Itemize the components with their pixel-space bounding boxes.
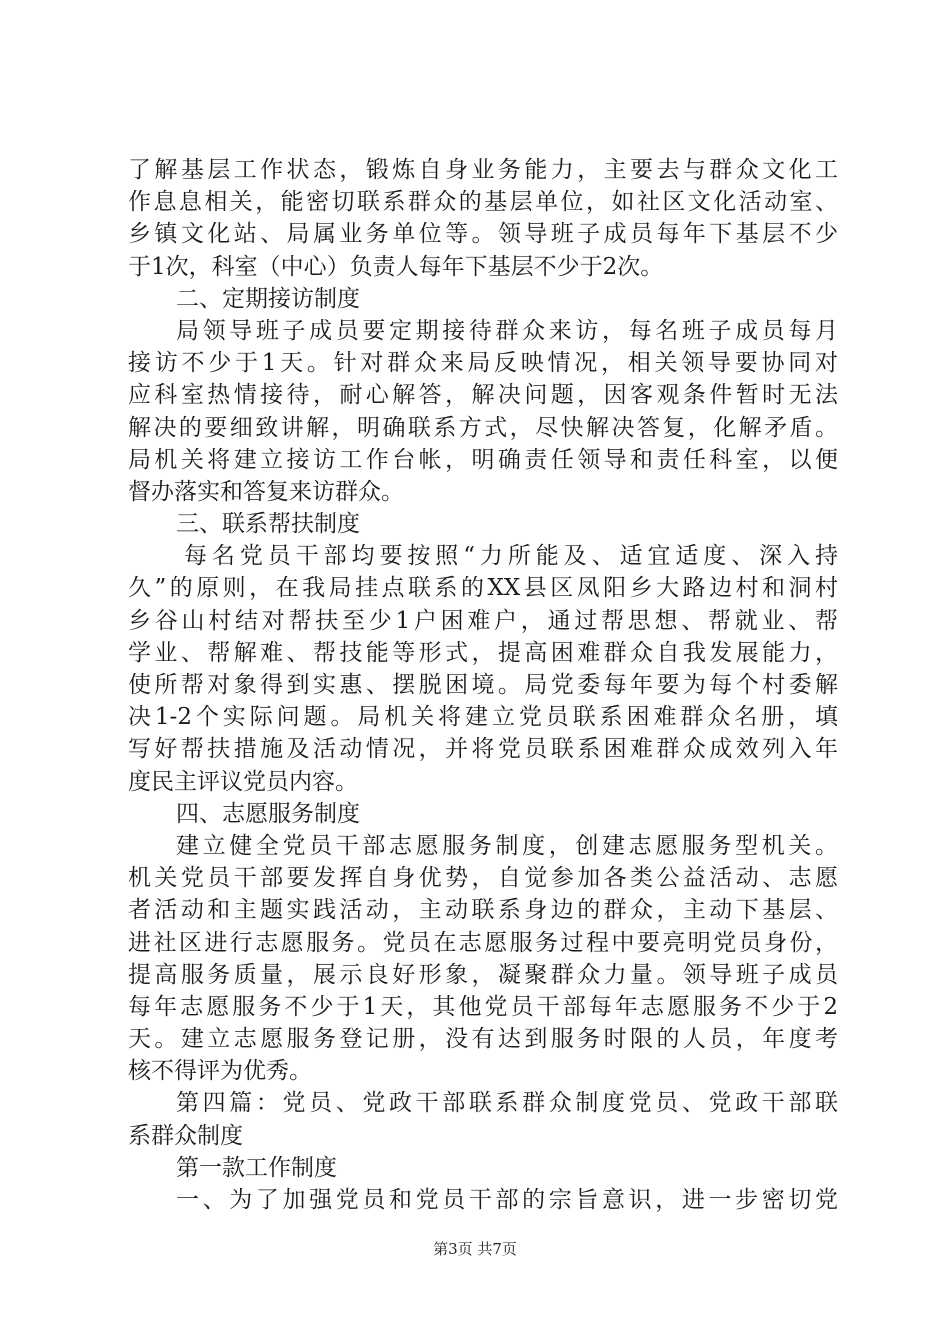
text-line: 天。建立志愿服务登记册，没有达到服务时限的人员，年度考 bbox=[128, 1026, 838, 1053]
text-line: 第一款工作制度 bbox=[176, 1154, 337, 1181]
text-line: 应科室热情接待，耐心解答，解决问题，因客观条件暂时无法 bbox=[128, 382, 838, 409]
text-line: 了解基层工作状态，锻炼自身业务能力，主要去与群众文化工 bbox=[128, 157, 838, 183]
text-line: 接访不少于1天。针对群众来局反映情况，相关领导要协同对 bbox=[128, 350, 838, 377]
text-line: 决1-2个实际问题。局机关将建立党员联系困难群众名册，填 bbox=[128, 704, 838, 731]
page-number: 第3页 共7页 bbox=[433, 1240, 517, 1258]
text-line: 提高服务质量，展示良好形象，凝聚群众力量。领导班子成员 bbox=[128, 961, 838, 988]
text-line: 二、定期接访制度 bbox=[176, 285, 360, 312]
text-line: 学业、帮解难、帮技能等形式，提高困难群众自我发展能力， bbox=[128, 639, 838, 666]
text-line: 局机关将建立接访工作台帐，明确责任领导和责任科室，以便 bbox=[128, 446, 838, 473]
page-footer bbox=[0, 1238, 950, 1259]
text-line: 核不得评为优秀。 bbox=[128, 1058, 312, 1085]
text-line: 局领导班子成员要定期接待群众来访，每名班子成员每月 bbox=[176, 317, 838, 344]
text-line: 于1次，科室（中心）负责人每年下基层不少于2次。 bbox=[128, 253, 664, 280]
text-line: 乡谷山村结对帮扶至少1户困难户，通过帮思想、帮就业、帮 bbox=[128, 607, 838, 634]
text-line: 度民主评议党员内容。 bbox=[128, 768, 358, 795]
text-line: 督办落实和答复来访群众。 bbox=[128, 478, 404, 505]
text-line: 作息息相关，能密切联系群众的基层单位，如社区文化活动室、 bbox=[128, 189, 838, 216]
text-line: 进社区进行志愿服务。党员在志愿服务过程中要亮明党员身份， bbox=[128, 929, 838, 956]
text-line: 解决的要细致讲解，明确联系方式，尽快解决答复，化解矛盾。 bbox=[128, 414, 838, 441]
text-line: 写好帮扶措施及活动情况，并将党员联系困难群众成效列入年 bbox=[128, 736, 838, 763]
text-line: 建立健全党员干部志愿服务制度，创建志愿服务型机关。 bbox=[176, 832, 838, 859]
text-line: 第四篇：党员、党政干部联系群众制度党员、党政干部联 bbox=[176, 1090, 838, 1117]
text-line: 久”的原则，在我局挂点联系的XX县区凤阳乡大路边村和洞村 bbox=[128, 575, 838, 602]
text-line: 每年志愿服务不少于1天，其他党员干部每年志愿服务不少于2 bbox=[128, 993, 838, 1020]
document-body bbox=[128, 154, 838, 1216]
text-line: 一、为了加强党员和党员干部的宗旨意识，进一步密切党 bbox=[176, 1187, 838, 1213]
text-line: 机关党员干部要发挥自身优势，自觉参加各类公益活动、志愿 bbox=[128, 865, 838, 892]
text-line: 三、联系帮扶制度 bbox=[176, 511, 360, 538]
text-line: 者活动和主题实践活动，主动联系身边的群众，主动下基层、 bbox=[128, 897, 838, 924]
text-line: 每名党员干部均要按照“力所能及、适宜适度、深入持 bbox=[184, 543, 838, 570]
text-line: 乡镇文化站、局属业务单位等。领导班子成员每年下基层不少 bbox=[128, 221, 838, 248]
text-line: 系群众制度 bbox=[128, 1122, 243, 1149]
text-line: 使所帮对象得到实惠、摆脱困境。局党委每年要为每个村委解 bbox=[128, 672, 838, 698]
text-line: 四、志愿服务制度 bbox=[176, 800, 360, 827]
